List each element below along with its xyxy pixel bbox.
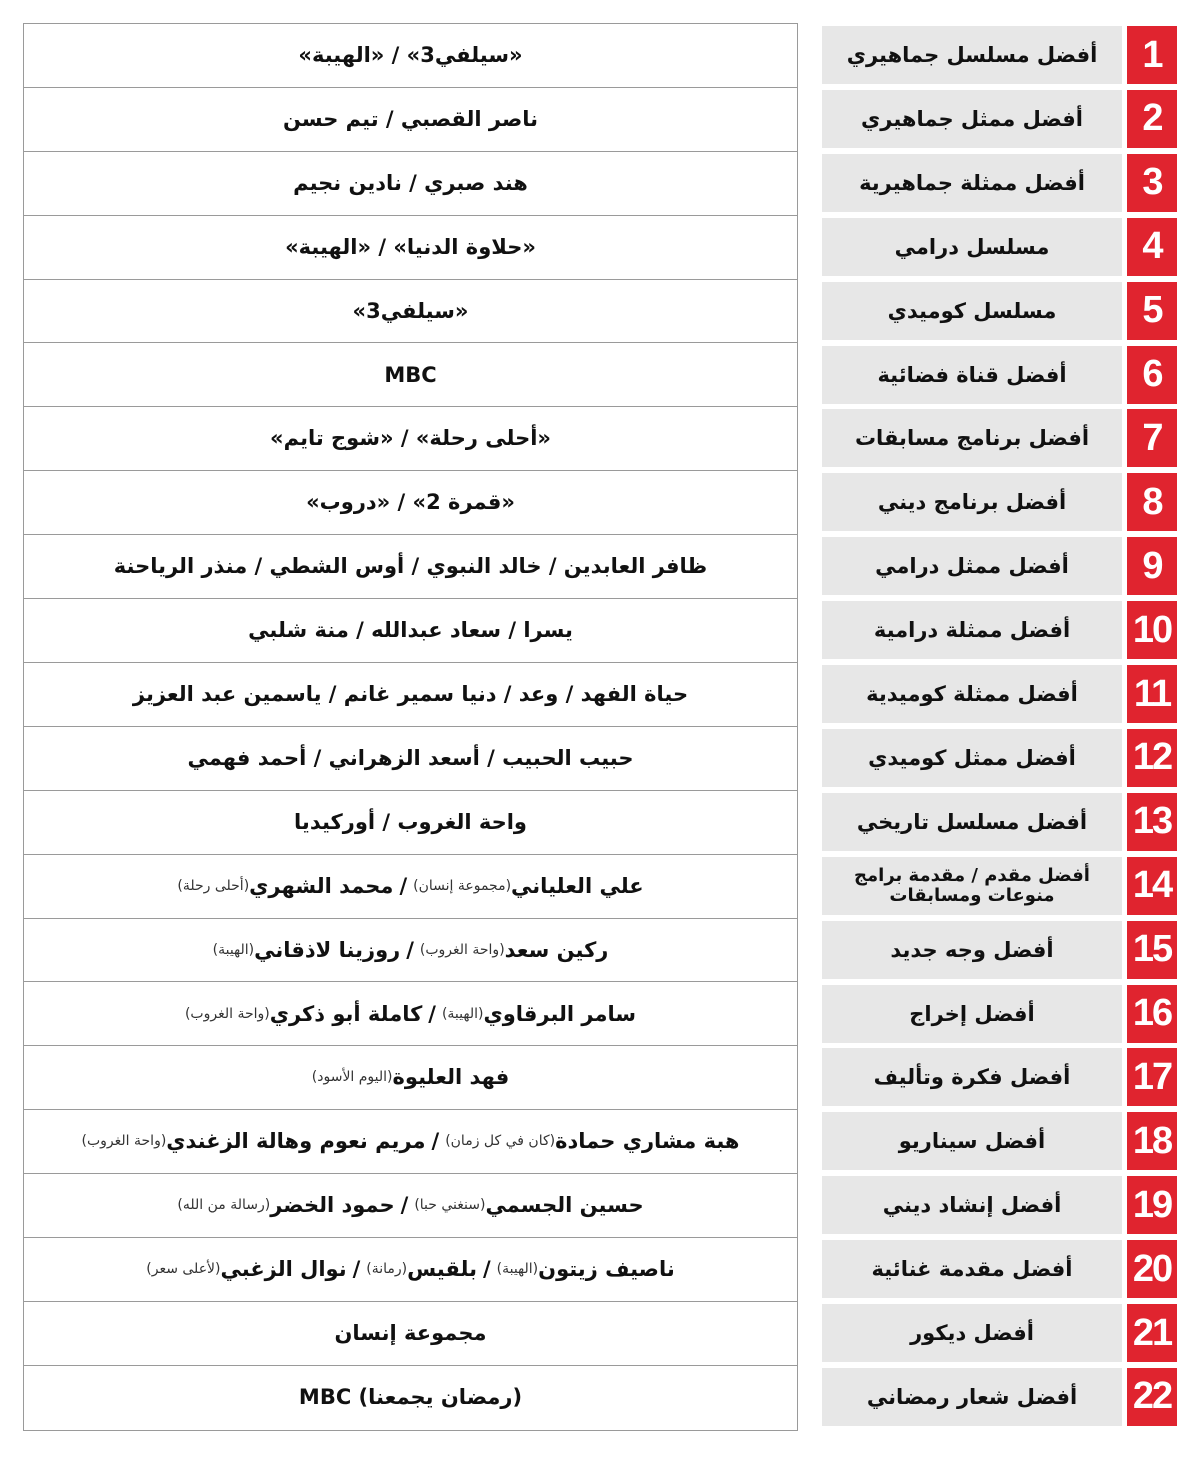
winner-note: (مجموعة إنسان)	[413, 877, 512, 894]
award-row	[0, 23, 1200, 87]
winner-name: حبيب الحبيب / أسعد الزهراني / أحمد فهمي	[187, 745, 634, 770]
winner-note: (سنغني حبا)	[414, 1197, 486, 1214]
award-number-badge: 5	[1127, 282, 1177, 340]
award-row	[0, 918, 1200, 982]
award-number-badge: 19	[1127, 1176, 1177, 1234]
category-label: أفضل ممثل جماهيري	[822, 90, 1122, 148]
winner-note: (أحلى رحلة)	[177, 877, 250, 894]
winner-name: ناصر القصبي / تيم حسن	[282, 106, 539, 131]
winner-note: (واحة الغروب)	[184, 1005, 270, 1022]
winner-cell	[23, 1173, 798, 1237]
award-number-badge: 22	[1127, 1368, 1177, 1426]
award-number-badge: 6	[1127, 346, 1177, 404]
winner-name: «سيلفي3» / «الهيبة»	[298, 43, 523, 67]
winner-name: فهد العليوة	[392, 1065, 510, 1090]
winner-name: نوال الزغبي	[220, 1257, 347, 1282]
winner-cell	[23, 534, 798, 598]
winner-cell	[23, 790, 798, 854]
winner-name: ركين سعد	[504, 937, 609, 962]
award-number-badge: 21	[1127, 1304, 1177, 1362]
category-label: أفضل فكرة وتأليف	[822, 1048, 1122, 1106]
award-row	[0, 662, 1200, 726]
winner-cell	[23, 23, 798, 87]
winner-note: (الهيبة)	[212, 941, 255, 958]
winner-name: علي العلياني	[511, 873, 644, 898]
award-row	[0, 726, 1200, 790]
award-number-badge: 18	[1127, 1112, 1177, 1170]
award-row	[0, 279, 1200, 343]
award-number-badge: 7	[1127, 409, 1177, 467]
award-row	[0, 1109, 1200, 1173]
winner-cell	[23, 1109, 798, 1173]
award-row	[0, 1045, 1200, 1109]
winner-cell	[23, 151, 798, 215]
award-row	[0, 982, 1200, 1046]
winner-cell	[23, 87, 798, 151]
category-label: مسلسل درامي	[822, 218, 1122, 276]
winner-separator: /	[482, 1257, 491, 1282]
winner-cell	[23, 662, 798, 726]
award-number-badge: 8	[1127, 473, 1177, 531]
category-label: أفضل ديكور	[822, 1304, 1122, 1362]
winner-note: (واحة الغروب)	[81, 1133, 167, 1150]
category-label: أفضل شعار رمضاني	[822, 1368, 1122, 1426]
winner-name: «سيلفي3»	[352, 298, 469, 323]
winner-cell	[23, 215, 798, 279]
winner-note: (واحة الغروب)	[419, 941, 505, 958]
winner-cell	[23, 854, 798, 918]
category-label: أفضل وجه جديد	[822, 921, 1122, 979]
winner-name: روزينا لاذقاني	[254, 937, 401, 962]
award-number-badge: 15	[1127, 921, 1177, 979]
award-row	[0, 1173, 1200, 1237]
winner-note: (اليوم الأسود)	[311, 1069, 393, 1086]
winner-name: كاملة أبو ذكري	[269, 1001, 423, 1026]
award-row	[0, 1237, 1200, 1301]
category-label: أفضل برنامج مسابقات	[822, 409, 1122, 467]
winner-name: سامر البرقاوي	[483, 1001, 637, 1026]
winner-name: ناصيف زيتون	[538, 1257, 675, 1282]
award-row	[0, 1301, 1200, 1365]
winner-separator: /	[399, 873, 408, 898]
winner-name: «حلاوة الدنيا» / «الهيبة»	[285, 234, 536, 259]
category-label: أفضل إنشاد ديني	[822, 1176, 1122, 1234]
award-number-badge: 2	[1127, 90, 1177, 148]
winner-name: حسين الجسمي	[485, 1193, 644, 1218]
winner-cell	[23, 470, 798, 534]
award-number-badge: 16	[1127, 985, 1177, 1043]
category-label: أفضل سيناريو	[822, 1112, 1122, 1170]
category-label: أفضل مقدم / مقدمة برامج منوعات ومسابقات	[822, 857, 1122, 915]
winner-name: واحة الغروب / أوركيديا	[294, 809, 527, 834]
winner-cell	[23, 1365, 798, 1429]
winner-name: حياة الفهد / وعد / دنيا سمير غانم / ياسمين عبد العزيز	[132, 682, 689, 706]
award-row	[0, 215, 1200, 279]
winner-note: (رمانة)	[366, 1261, 408, 1278]
winner-note: (الهيبة)	[441, 1005, 484, 1022]
winner-cell	[23, 279, 798, 343]
award-number-badge: 10	[1127, 601, 1177, 659]
award-row	[0, 87, 1200, 151]
award-row	[0, 790, 1200, 854]
award-row	[0, 598, 1200, 662]
winner-name: هند صبري / نادين نجيم	[293, 170, 528, 195]
winner-separator: /	[406, 937, 414, 962]
award-number-badge: 12	[1127, 729, 1177, 787]
award-number-badge: 11	[1127, 665, 1177, 723]
category-label: أفضل مقدمة غنائية	[822, 1240, 1122, 1298]
winner-name: ظافر العابدين / خالد النبوي / أوس الشطي / منذر الرياحنة	[113, 554, 708, 579]
award-number-badge: 1	[1127, 26, 1177, 84]
winner-cell	[23, 726, 798, 790]
award-row	[0, 1365, 1200, 1429]
winner-note: (الهيبة)	[496, 1261, 539, 1278]
winner-name: «أحلى رحلة» / «شوج تايم»	[270, 426, 551, 451]
category-label: مسلسل كوميدي	[822, 282, 1122, 340]
winner-name: MBC	[384, 362, 437, 387]
category-label: أفضل ممثلة درامية	[822, 601, 1122, 659]
category-label: أفضل مسلسل جماهيري	[822, 26, 1122, 84]
award-row	[0, 151, 1200, 215]
award-number-badge: 9	[1127, 537, 1177, 595]
award-number-badge: 3	[1127, 154, 1177, 212]
winner-name: محمد الشهري	[249, 873, 394, 898]
winner-cell	[23, 1301, 798, 1365]
winner-note: (لأعلى سعر)	[146, 1261, 221, 1278]
award-number-badge: 13	[1127, 793, 1177, 851]
winner-name: مريم نعوم وهالة الزغندي	[166, 1129, 426, 1154]
category-label: أفضل ممثل كوميدي	[822, 729, 1122, 787]
winner-separator: /	[428, 1001, 436, 1026]
winner-cell	[23, 1237, 798, 1301]
winner-cell	[23, 598, 798, 662]
category-label: أفضل برنامج ديني	[822, 473, 1122, 531]
award-number-badge: 14	[1127, 857, 1177, 915]
winner-cell	[23, 343, 798, 407]
winner-name: حمود الخضر	[270, 1193, 395, 1218]
category-label: أفضل ممثلة كوميدية	[822, 665, 1122, 723]
winner-cell	[23, 918, 798, 982]
award-number-badge: 20	[1127, 1240, 1177, 1298]
winner-separator: /	[352, 1257, 361, 1282]
award-row	[0, 534, 1200, 598]
category-label: أفضل ممثلة جماهيرية	[822, 154, 1122, 212]
winner-cell	[23, 406, 798, 470]
award-number-badge: 17	[1127, 1048, 1177, 1106]
award-row	[0, 854, 1200, 918]
winner-separator: /	[431, 1129, 440, 1154]
winner-cell	[23, 982, 798, 1046]
winner-separator: /	[400, 1193, 409, 1218]
winner-cell	[23, 1045, 798, 1109]
winner-name: بلقيس	[407, 1257, 477, 1282]
winner-name: مجموعة إنسان	[334, 1321, 487, 1345]
winner-note: (رسالة من الله)	[177, 1197, 271, 1214]
award-row	[0, 406, 1200, 470]
winner-name: «قمرة 2» / «دروب»	[306, 490, 515, 515]
category-label: أفضل قناة فضائية	[822, 346, 1122, 404]
winner-name: يسرا / سعاد عبدالله / منة شلبي	[248, 618, 573, 643]
winner-name: (رمضان يجمعنا) MBC	[298, 1384, 523, 1409]
category-label: أفضل مسلسل تاريخي	[822, 793, 1122, 851]
award-row	[0, 343, 1200, 407]
category-label: أفضل ممثل درامي	[822, 537, 1122, 595]
winner-name: هبة مشاري حمادة	[555, 1129, 740, 1154]
winner-note: (كان في كل زمان)	[445, 1133, 556, 1150]
award-row	[0, 470, 1200, 534]
award-number-badge: 4	[1127, 218, 1177, 276]
category-label: أفضل إخراج	[822, 985, 1122, 1043]
